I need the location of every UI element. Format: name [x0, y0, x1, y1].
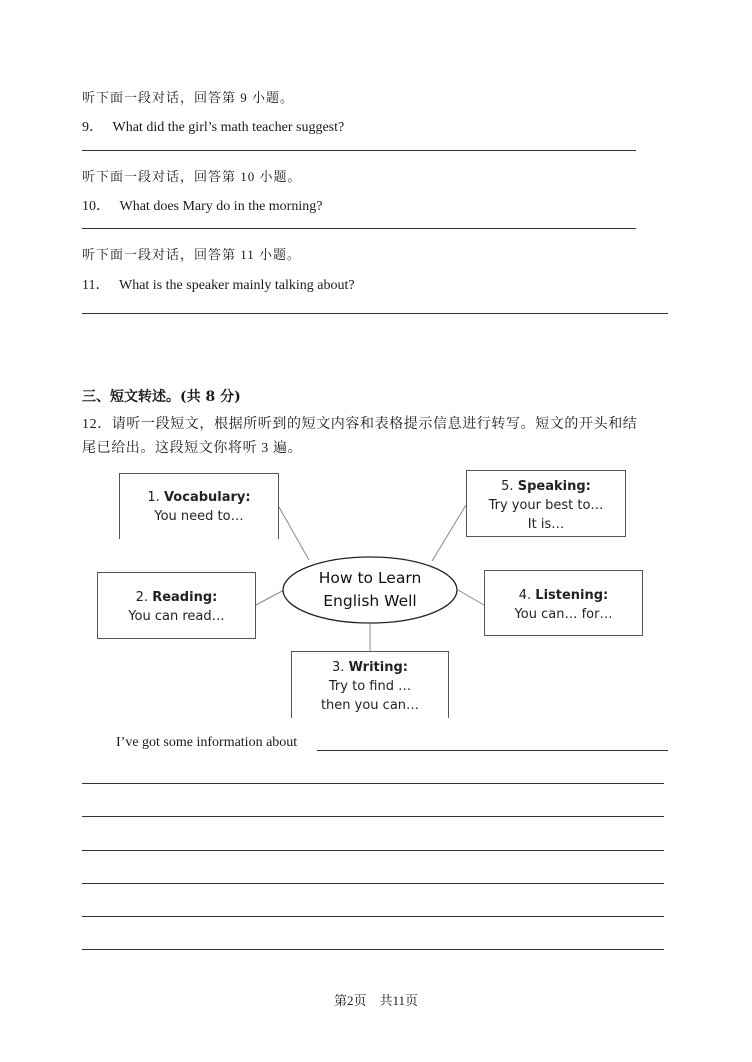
prompt-line-1: 12．请听一段短文，根据所听到的短文内容和表格提示信息进行转写。短文的开头和结 — [82, 417, 638, 432]
reading-box — [97, 572, 256, 639]
speaking-box — [466, 470, 626, 537]
box-number: 3. — [332, 660, 349, 675]
connector-speaking — [432, 505, 466, 561]
box-title: Reading: — [152, 590, 218, 605]
writing-line-0[interactable] — [317, 750, 668, 751]
box-title: Speaking: — [517, 479, 591, 494]
section-heading: 三、短文转述。(共 8 分) — [82, 389, 241, 405]
instruction-q9: 听下面一段对话，回答第 9 小题。 — [82, 90, 295, 105]
question-text: What did the girl’s math teacher suggest? — [112, 120, 345, 135]
box-number: 4. — [518, 588, 536, 603]
writing-start-text: I’ve got some information about — [116, 735, 298, 750]
prompt-line-2: 尾已给出。这段短文你将听 3 遍。 — [82, 441, 303, 456]
box-number: 1. — [147, 490, 164, 505]
question-text: What is the speaker mainly talking about? — [118, 278, 355, 293]
writing-line-5[interactable] — [82, 916, 664, 917]
instruction-q11: 听下面一段对话，回答第 11 小题。 — [82, 247, 302, 262]
writing-line-2[interactable] — [82, 816, 664, 817]
box-line: You can read… — [128, 609, 225, 624]
writing-line-3[interactable] — [82, 850, 664, 851]
box-line: Try to find … — [328, 679, 412, 694]
box-title: Vocabulary: — [163, 490, 251, 505]
question-text: What does Mary do in the morning? — [119, 199, 323, 214]
box-line: Try your best to… — [488, 498, 604, 513]
connector-reading — [256, 590, 284, 605]
box-title: Listening: — [535, 588, 609, 603]
center-label-line1: How to Learn — [318, 569, 422, 587]
connector-listening — [458, 590, 484, 605]
box-line: It is… — [527, 517, 565, 532]
box-number: 2. — [135, 590, 153, 605]
instruction-q10: 听下面一段对话，回答第 10 小题。 — [82, 169, 302, 184]
center-label-line2: English Well — [323, 592, 417, 610]
writing-line-6[interactable] — [82, 949, 664, 950]
writing-line-4[interactable] — [82, 883, 664, 884]
vocabulary-box — [119, 473, 279, 539]
writing-line-1[interactable] — [82, 783, 664, 784]
connector-vocabulary — [279, 507, 309, 560]
box-line: then you can… — [320, 698, 420, 713]
box-number: 5. — [501, 479, 518, 494]
page-footer: 第2页 共11页 — [333, 993, 419, 1008]
question-number: 9． — [82, 120, 103, 135]
listening-box — [484, 570, 643, 636]
question-number: 11． — [82, 278, 110, 293]
writing-box — [291, 651, 449, 718]
box-line: You can… for… — [514, 607, 613, 622]
center-ellipse — [283, 557, 457, 623]
question-number: 10． — [82, 199, 110, 214]
box-title: Writing: — [348, 660, 408, 675]
box-line: You need to… — [154, 509, 244, 524]
